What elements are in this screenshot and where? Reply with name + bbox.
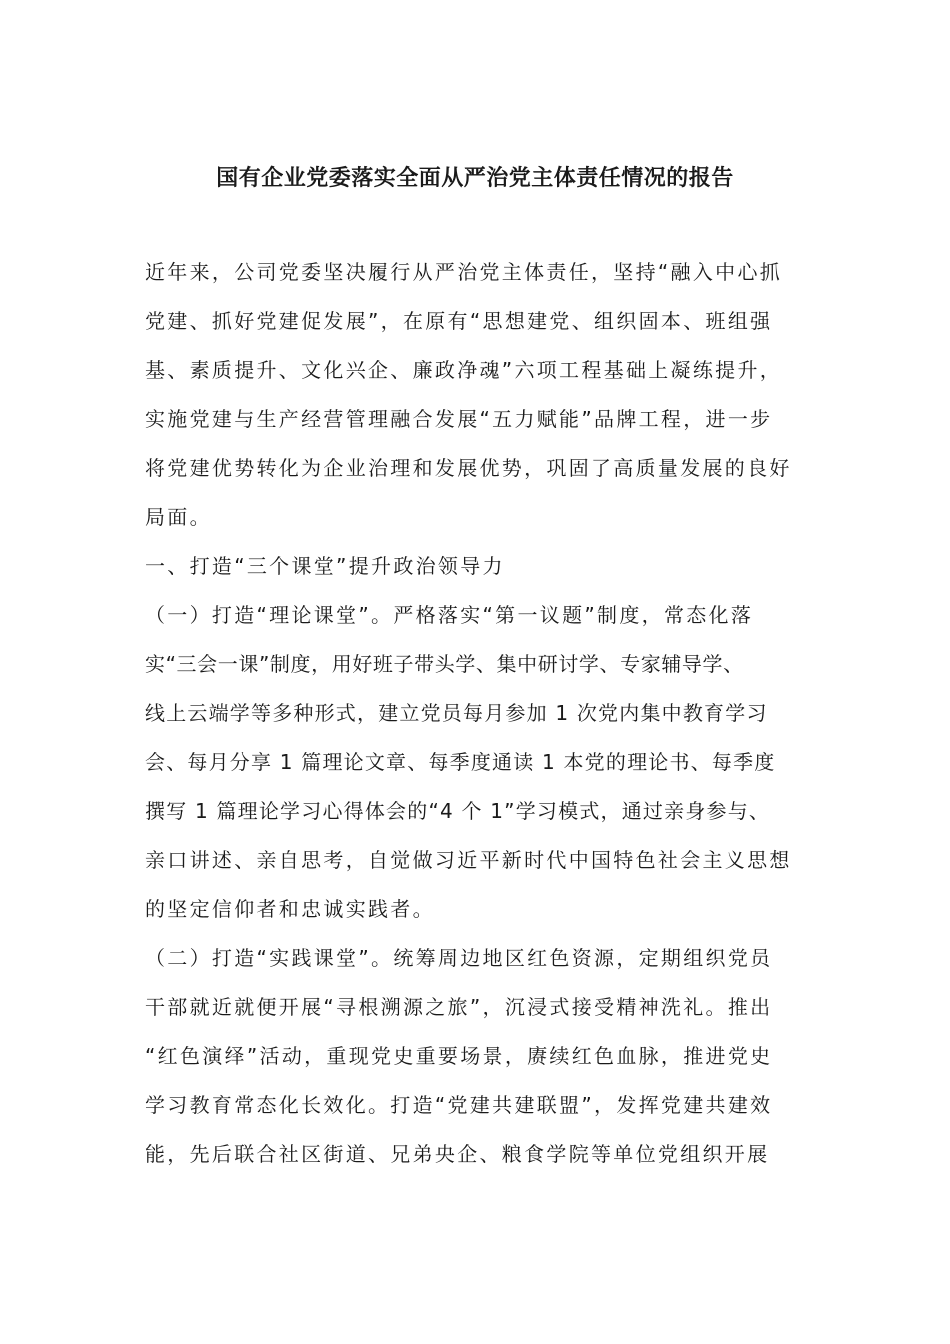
document-title: 国有企业党委落实全面从严治党主体责任情况的报告 — [216, 166, 734, 191]
section-heading: 一、打造“三个课堂”提升政治领导力 — [145, 554, 505, 578]
paragraph-line: 党建、抓好党建促发展”，在原有“思想建党、组织固本、班组强 — [145, 309, 773, 333]
paragraph-line: 撰写 1 篇理论学习心得体会的“4 个 1”学习模式，通过亲身参与、 — [145, 799, 771, 823]
paragraph-line: 能，先后联合社区街道、兄弟央企、粮食学院等单位党组织开展 — [145, 1142, 770, 1166]
paragraph-line: 基、素质提升、文化兴企、廉政净魂”六项工程基础上凝练提升， — [145, 358, 783, 382]
document-body — [145, 248, 835, 1179]
paragraph-line: 线上云端学等多种形式，建立党员每月参加 1 次党内集中教育学习 — [145, 701, 768, 725]
paragraph-line: “红色演绎”活动，重现党史重要场景，赓续红色血脉，推进党史 — [145, 1044, 773, 1068]
paragraph-line: 干部就近就便开展“寻根溯源之旅”，沉浸式接受精神洗礼。推出 — [145, 995, 773, 1019]
paragraph-line: 将党建优势转化为企业治理和发展优势，巩固了高质量发展的良好 — [145, 456, 792, 480]
paragraph-line: 会、每月分享 1 篇理论文章、每季度通读 1 本党的理论书、每季度 — [145, 750, 776, 774]
paragraph-line: 亲口讲述、亲自思考，自觉做习近平新时代中国特色社会主义思想 — [145, 848, 792, 872]
paragraph-line: （二）打造“实践课堂”。统筹周边地区红色资源，定期组织党员 — [145, 946, 773, 970]
paragraph-line: 实“三会一课”制度，用好班子带头学、集中研讨学、专家辅导学、 — [145, 652, 744, 676]
paragraph-line: 的坚定信仰者和忠诚实践者。 — [145, 897, 435, 921]
paragraph-line: 局面。 — [145, 505, 212, 529]
paragraph-line: （一）打造“理论课堂”。严格落实“第一议题”制度，常态化落 — [145, 603, 754, 627]
paragraph-line: 学习教育常态化长效化。打造“党建共建联盟”，发挥党建共建效 — [145, 1093, 773, 1117]
paragraph-line: 近年来，公司党委坚决履行从严治党主体责任，坚持“融入中心抓 — [145, 260, 783, 284]
paragraph-line: 实施党建与生产经营管理融合发展“五力赋能”品牌工程，进一步 — [145, 407, 773, 431]
